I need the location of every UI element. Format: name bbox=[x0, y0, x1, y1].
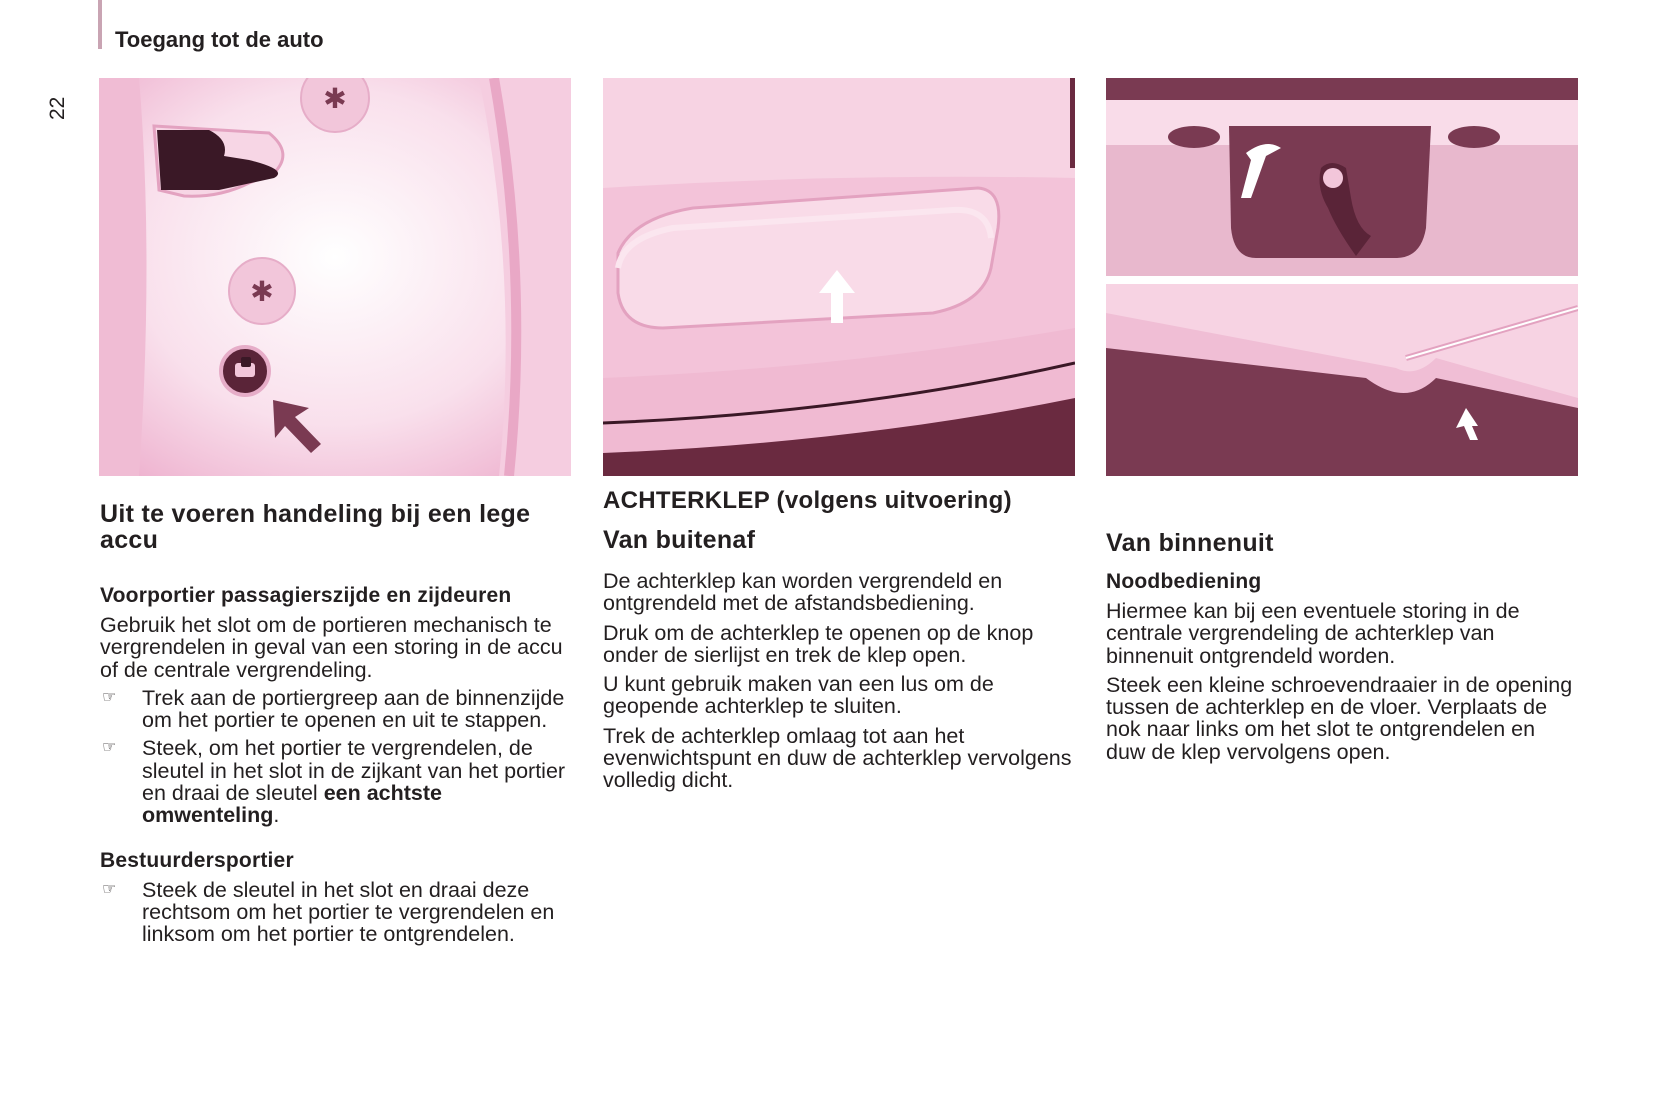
svg-text:✱: ✱ bbox=[323, 82, 347, 115]
column-empty-battery bbox=[100, 501, 570, 946]
paragraph-screwdriver: Steek een kleine schroevendraaier in de opening tussen de achterklep en de vloer. Verplaats de nok naar links om het slot te ontgrendelen en duw de klep vervolgens open. bbox=[1106, 672, 1573, 764]
tailgate-handle-illustration bbox=[603, 78, 1075, 476]
figure-door-lock bbox=[99, 78, 571, 476]
list-item: ☞ Steek, om het portier te vergrendelen, de sleutel in het slot in de zijkant van het portier en draai de sleutel een achtste omwenteling. bbox=[102, 736, 566, 828]
subheading-driver-door: Bestuurdersportier bbox=[100, 848, 294, 872]
pointing-hand-icon: ☞ bbox=[102, 688, 117, 706]
subheading-emergency-control: Noodbediening bbox=[1106, 570, 1262, 593]
paragraph-loop: U kunt gebruik maken van een lus om de geopende achterklep te sluiten. bbox=[603, 672, 994, 719]
column-tailgate-outside bbox=[603, 488, 1073, 792]
heading-tailgate: ACHTERKLEP (volgens uitvoering) bbox=[603, 487, 1012, 514]
page-number: 22 bbox=[46, 96, 69, 120]
heading-empty-battery: Uit te voeren handeling bij een lege accu bbox=[100, 500, 531, 554]
subheading-passenger-door: Voorportier passagierszijde en zijdeuren bbox=[100, 584, 512, 607]
tailgate-emergency-release-illustration bbox=[1106, 78, 1578, 476]
heading-from-inside: Van binnenuit bbox=[1106, 529, 1274, 557]
figure-tailgate-emergency-release bbox=[1106, 78, 1578, 476]
column-tailgate-inside bbox=[1106, 530, 1576, 763]
paragraph-mechanical-lock: Gebruik het slot om de portieren mechanisch te vergrendelen in geval van een storing in de accu of de centrale vergrendeling. bbox=[100, 613, 563, 682]
pointing-hand-icon: ☞ bbox=[102, 739, 117, 757]
paragraph-open-button: Druk om de achterklep te openen op de knop onder de sierlijst en trek de klep open. bbox=[603, 620, 1034, 667]
margin-bar bbox=[98, 0, 102, 49]
page-header-title: Toegang tot de auto bbox=[115, 27, 324, 52]
door-lock-illustration bbox=[99, 78, 571, 476]
figure-tailgate-handle bbox=[603, 78, 1075, 476]
pointing-hand-icon: ☞ bbox=[102, 880, 117, 898]
paragraph-emergency-info: Hiermee kan bij een eventuele storing in de centrale vergrendeling de achterklep van binnenuit ontgrendeld worden. bbox=[1106, 599, 1520, 668]
paragraph-close: Trek de achterklep omlaag tot aan het evenwichtspunt en duw de achterklep vervolgens volledig dicht. bbox=[603, 723, 1072, 793]
paragraph-remote: De achterklep kan worden vergrendeld en ontgrendeld met de afstandsbediening. bbox=[603, 569, 1003, 616]
list-item: ☞ Steek de sleutel in het slot en draai deze rechtsom om het portier te vergrendelen en linksom om het portier te ontgrendelen. bbox=[102, 877, 555, 947]
heading-from-outside: Van buitenaf bbox=[603, 526, 756, 554]
list-item: ☞ Trek aan de portiergreep aan de binnenzijde om het portier te openen en uit te stappen. bbox=[102, 685, 565, 733]
svg-text:✱: ✱ bbox=[250, 275, 274, 308]
